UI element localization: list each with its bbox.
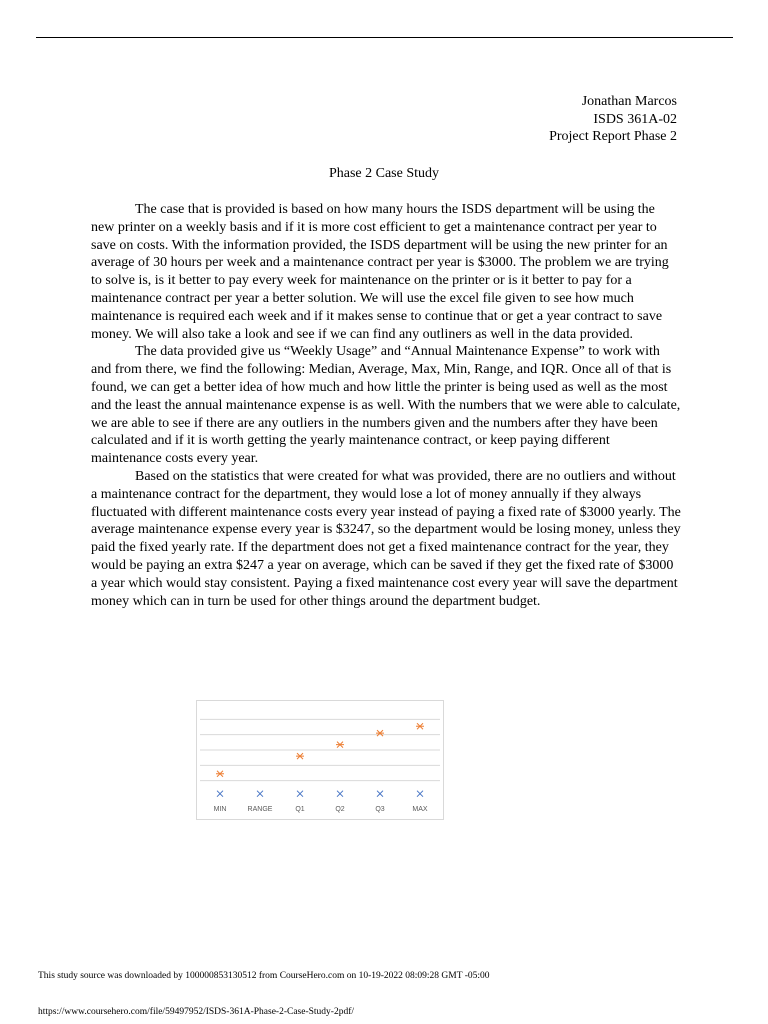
- x-tick-label: MIN: [213, 806, 227, 813]
- paragraph-2: The data provided give us “Weekly Usage” and “Annual Maintenance Expense” to work with and from there, we find the following: Median, Average, Max, Min, Range, and IQR. Once all of that is found, we can get a better idea of how much and how little the printer is being used as well as the most and the least the annual maintenance expense is as well. With the numbers that we were able to calculate, we are able to see if there are any outliers in the numbers given and the numbers after they have been calculated and if it is worth getting the yearly maintenance contract, or keep paying different maintenance costs every year.: [91, 344, 681, 467]
- x-tick-label: RANGE: [247, 806, 273, 813]
- report-name: Project Report Phase 2: [549, 129, 677, 144]
- author-name: Jonathan Marcos: [581, 94, 677, 109]
- x-tick-label: MAX: [412, 806, 428, 813]
- x-tick-label: Q3: [375, 806, 385, 813]
- statistics-chart: [196, 700, 444, 820]
- document-title: Phase 2 Case Study: [328, 166, 440, 181]
- paragraph-3: Based on the statistics that were created for what was provided, there are no outliers and without a maintenance contract for the department, they would lose a lot of money annually if they always fluctuated with different maintenance costs every year instead of paying a fixed rate of $3000 yearly. The average maintenance expense every year is $3247, so the department would be losing money, unless they paid the fixed yearly rate. If the department does not get a fixed maintenance contract for the year, they would be paying an extra $247 a year on average, which can be saved if they get the fixed rate of $3000 a year which would stay consistent. Paying a fixed maintenance cost every year will save the department money which can in turn be used for other things around the department budget.: [91, 468, 681, 609]
- top-rule: [36, 37, 733, 38]
- chart-svg: [196, 700, 444, 820]
- chart-frame: [197, 701, 444, 820]
- header-block: [549, 93, 677, 146]
- x-tick-label: Q1: [295, 806, 305, 813]
- x-tick-label: Q2: [335, 806, 345, 813]
- course-code: ISDS 361A-02: [593, 111, 677, 127]
- download-note: This study source was downloaded by 100000853130512 from CourseHero.com on 10-19-2022 08:09:28 GMT -05:00: [38, 971, 490, 981]
- paragraph-1: The case that is provided is based on how many hours the ISDS department will be using the new printer on a weekly basis and if it is more cost efficient to get a maintenance contract per year to save on costs. With the information provided, the ISDS department will be using the new printer for an average of 30 hours per week and a maintenance contract per year is $3000. The problem we are trying to solve is, is it better to pay every week for maintenance on the printer or is it better to pay for a maintenance contract per year a better solution. We will use the excel file given to see how much maintenance is required each week and if it makes sense to continue that or get a year contract to save money. We will also take a look and see if we can find any outliners as well in the data provided.: [91, 202, 669, 342]
- body-text: [91, 201, 681, 610]
- source-url[interactable]: https://www.coursehero.com/file/59497952/ISDS-361A-Phase-2-Case-Study-2pdf/: [38, 1007, 355, 1017]
